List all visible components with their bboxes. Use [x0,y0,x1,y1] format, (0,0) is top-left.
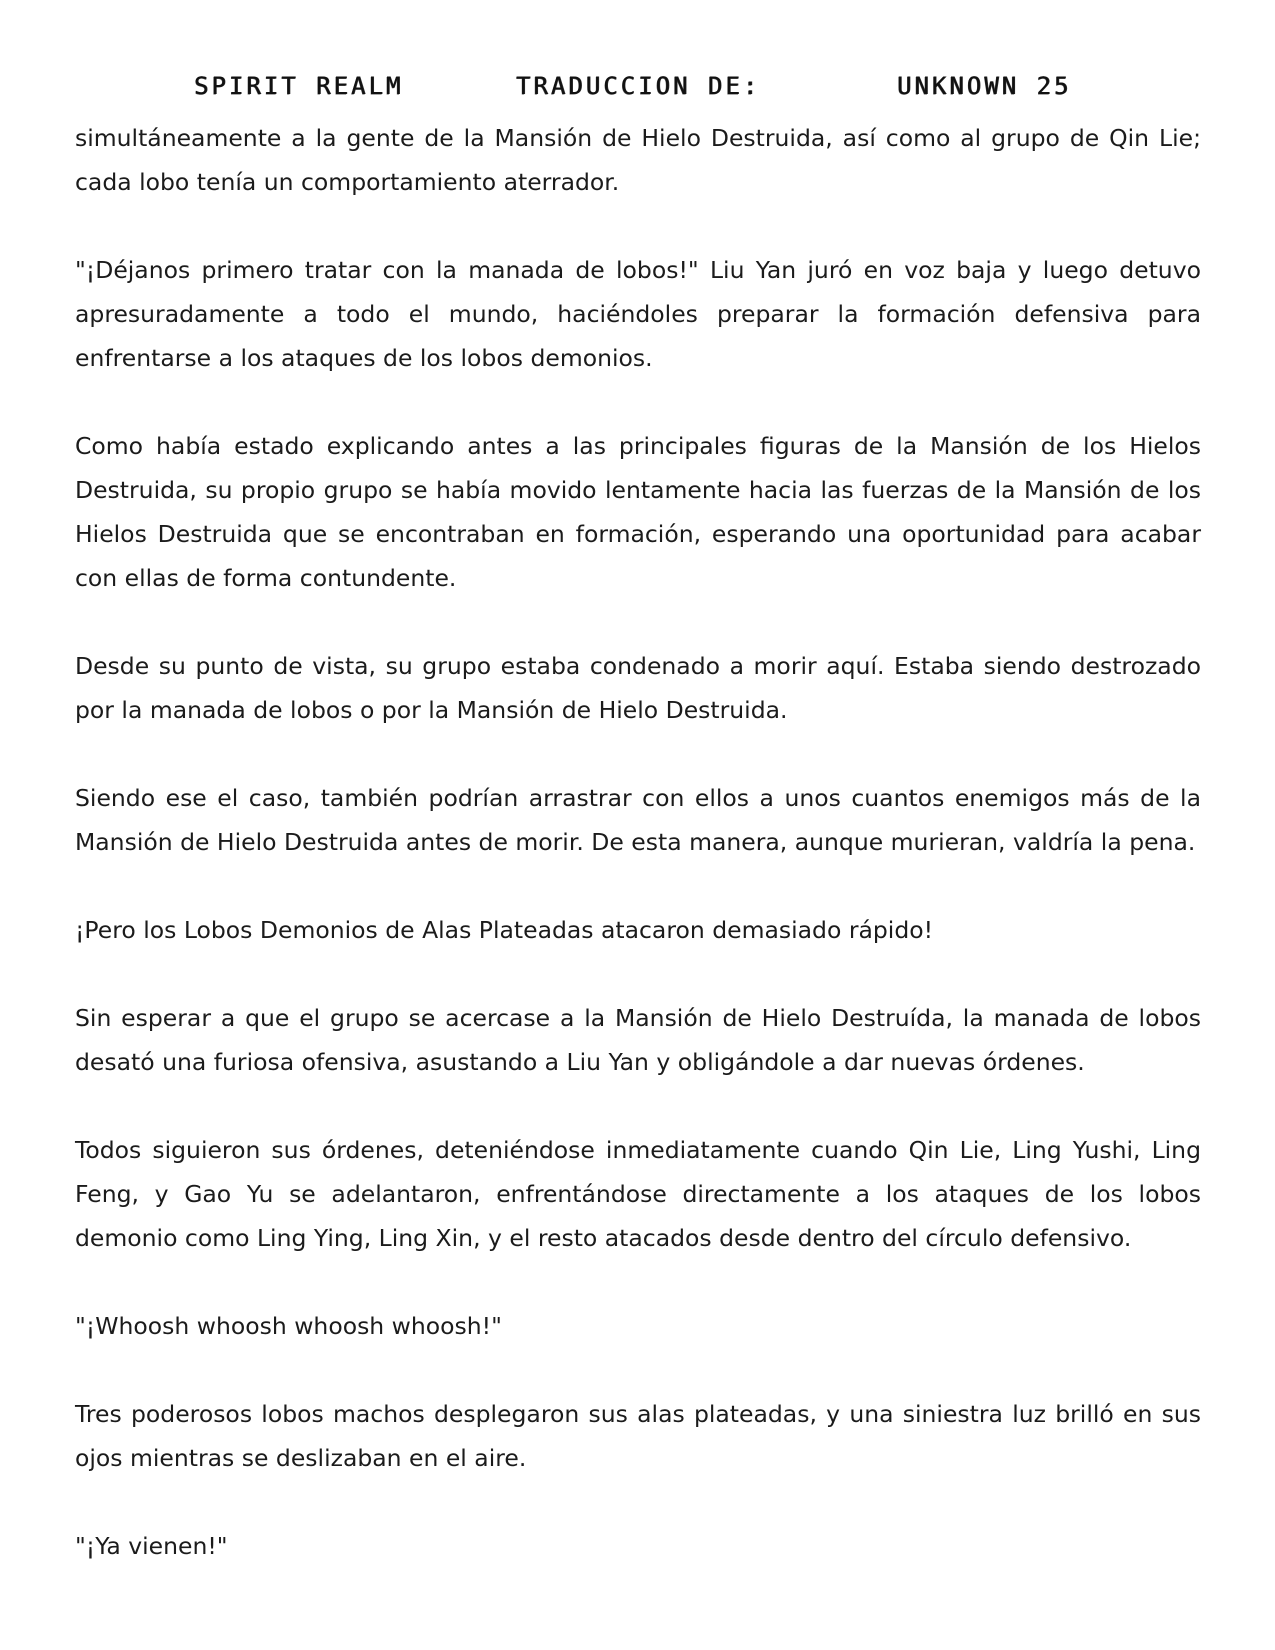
paragraph: ¡Pero los Lobos Demonios de Alas Plateadas atacaron demasiado rápido! [75,916,934,944]
paragraph: "¡Déjanos primero tratar con la manada de lobos!" Liu Yan juró en voz baja y luego detuvo apresuradamente a todo el mundo, haciéndoles preparar la formación defensiva para enfrentarse a los ataques de los lobos demonios. [75,256,1201,372]
paragraph: "¡Ya vienen!" [75,1532,228,1560]
paragraph: Sin esperar a que el grupo se acercase a la Mansión de Hielo Destruída, la manada de lobos desató una furiosa ofensiva, asustando a Liu Yan y obligándole a dar nuevas órdenes. [75,1004,1201,1076]
paragraph: simultáneamente a la gente de la Mansión de Hielo Destruida, así como al grupo de Qin Lie; cada lobo tenía un comportamiento aterrador. [75,124,1201,196]
paragraph: Como había estado explicando antes a las principales figuras de la Mansión de los Hielos Destruida, su propio grupo se había movido lentamente hacia las fuerzas de la Mansión de los Hielos Destruida que se encontraban en formación, esperando una oportunidad para acabar con ellas de forma contundente. [75,432,1201,592]
page-header [0,72,1275,108]
paragraph: Desde su punto de vista, su grupo estaba condenado a morir aquí. Estaba siendo destrozado por la manada de lobos o por la Mansión de Hielo Destruida. [75,652,1201,724]
header-series-title: SPIRIT REALM [194,72,404,100]
header-translator-name: UNKNOWN 25 [897,72,1072,100]
document-body [75,116,1201,1568]
paragraph: Tres poderosos lobos machos desplegaron sus alas plateadas, y una siniestra luz brilló en sus ojos mientras se deslizaban en el aire. [75,1400,1201,1472]
paragraph: Todos siguieron sus órdenes, deteniéndose inmediatamente cuando Qin Lie, Ling Yushi, Ling Feng, y Gao Yu se adelantaron, enfrentándose directamente a los ataques de los lobos demonio como Ling Ying, Ling Xin, y el resto atacados desde dentro del círculo defensivo. [75,1136,1201,1252]
header-translation-label: TRADUCCION DE: [516,72,761,100]
paragraph: Siendo ese el caso, también podrían arrastrar con ellos a unos cuantos enemigos más de la Mansión de Hielo Destruida antes de morir. De esta manera, aunque murieran, valdría la pena. [75,784,1201,856]
paragraph: "¡Whoosh whoosh whoosh whoosh!" [75,1312,502,1340]
